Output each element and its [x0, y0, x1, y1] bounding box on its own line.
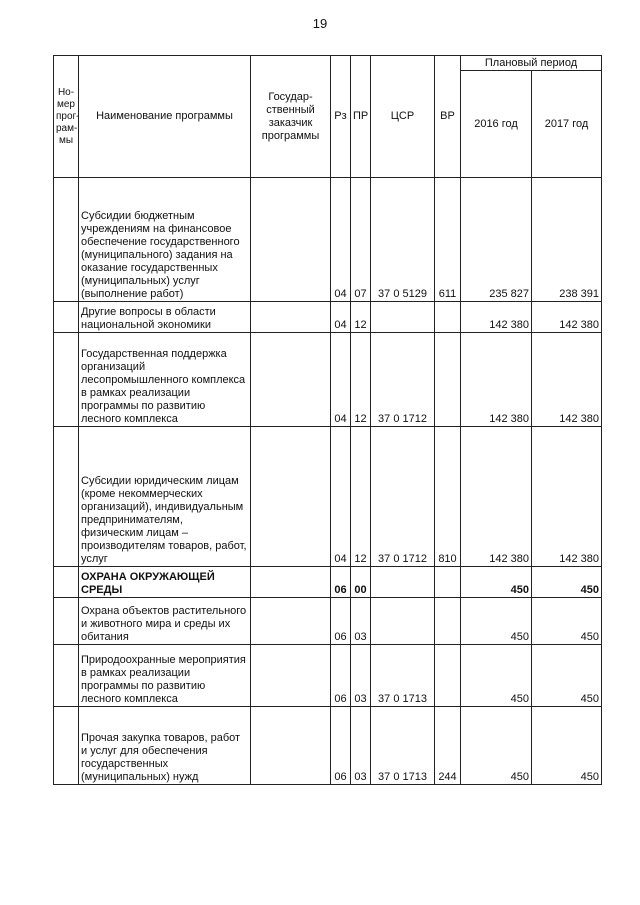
row-2016: 142 380 [461, 333, 532, 427]
row-vr [435, 598, 461, 645]
row-rz: 04 [331, 427, 351, 567]
row-vr: 810 [435, 427, 461, 567]
table-row [54, 598, 602, 645]
row-name: Охрана объектов растительного и животного мира и среды их обитания [79, 598, 251, 645]
row-name: Другие вопросы в области национальной экономики [79, 302, 251, 333]
row-2017: 142 380 [532, 333, 602, 427]
row-vr [435, 645, 461, 707]
row-2016: 450 [461, 598, 532, 645]
row-2016: 450 [461, 707, 532, 785]
row-csr: 37 0 1713 [371, 707, 435, 785]
row-pr: 12 [351, 427, 371, 567]
row-name: Прочая закупка товаров, работ и услуг для обеспечения государственных (муниципальных) нужд [79, 707, 251, 785]
table-row [54, 178, 602, 302]
row-pr: 12 [351, 333, 371, 427]
table-row [54, 302, 602, 333]
row-2017: 450 [532, 567, 602, 598]
row-2017: 142 380 [532, 302, 602, 333]
row-2016: 235 827 [461, 178, 532, 302]
row-name: Субсидии юридическим лицам (кроме некоммерческих организаций), индивидуальным предпринимателям, физическим лицам – производителям товаров, работ, услуг [79, 427, 251, 567]
col-header-plan-period: Плановый период [461, 56, 602, 71]
row-2017: 238 391 [532, 178, 602, 302]
row-csr [371, 302, 435, 333]
col-header-customer: Государ- ственный заказчик программы [251, 56, 331, 178]
row-pr: 03 [351, 707, 371, 785]
row-2017: 450 [532, 707, 602, 785]
col-header-number: Но- мер прог- рам- мы [54, 56, 79, 178]
row-pr: 00 [351, 567, 371, 598]
page-number: 19 [312, 16, 328, 31]
row-name: Субсидии бюджетным учреждениям на финансовое обеспечение государственного (муниципального) задания на оказание государственных (муниципальных) услуг (выполнение работ) [79, 178, 251, 302]
col-header-vr: ВР [435, 56, 461, 178]
row-pr: 07 [351, 178, 371, 302]
row-rz: 04 [331, 333, 351, 427]
row-2017: 142 380 [532, 427, 602, 567]
row-rz: 06 [331, 598, 351, 645]
col-header-2017: 2017 год [532, 71, 602, 178]
row-name: Природоохранные мероприятия в рамках реализации программы по развитию лесного комплекса [79, 645, 251, 707]
table-row [54, 333, 602, 427]
row-csr: 37 0 1712 [371, 333, 435, 427]
row-rz: 04 [331, 302, 351, 333]
col-header-pr: ПР [351, 56, 371, 178]
row-csr [371, 598, 435, 645]
row-rz: 04 [331, 178, 351, 302]
table-row [54, 645, 602, 707]
row-2017: 450 [532, 645, 602, 707]
table-row [54, 567, 602, 598]
row-csr: 37 0 1713 [371, 645, 435, 707]
row-pr: 03 [351, 645, 371, 707]
row-pr: 12 [351, 302, 371, 333]
budget-table [53, 55, 602, 785]
row-name: Государственная поддержка организаций лесопромышленного комплекса в рамках реализации программы по развитию лесного комплекса [79, 333, 251, 427]
row-vr [435, 302, 461, 333]
row-2016: 450 [461, 567, 532, 598]
row-vr [435, 333, 461, 427]
row-csr: 37 0 5129 [371, 178, 435, 302]
row-2016: 142 380 [461, 302, 532, 333]
col-header-rz: Рз [331, 56, 351, 178]
table-row [54, 707, 602, 785]
row-rz: 06 [331, 645, 351, 707]
row-pr: 03 [351, 598, 371, 645]
row-rz: 06 [331, 707, 351, 785]
row-vr: 611 [435, 178, 461, 302]
row-vr [435, 567, 461, 598]
col-header-name: Наименование программы [79, 56, 251, 178]
col-header-csr: ЦСР [371, 56, 435, 178]
col-header-2016: 2016 год [461, 71, 532, 178]
table-row [54, 427, 602, 567]
row-csr [371, 567, 435, 598]
row-2017: 450 [532, 598, 602, 645]
row-name: ОХРАНА ОКРУЖАЮЩЕЙ СРЕДЫ [79, 567, 251, 598]
row-vr: 244 [435, 707, 461, 785]
row-rz: 06 [331, 567, 351, 598]
row-2016: 450 [461, 645, 532, 707]
row-csr: 37 0 1712 [371, 427, 435, 567]
row-2016: 142 380 [461, 427, 532, 567]
